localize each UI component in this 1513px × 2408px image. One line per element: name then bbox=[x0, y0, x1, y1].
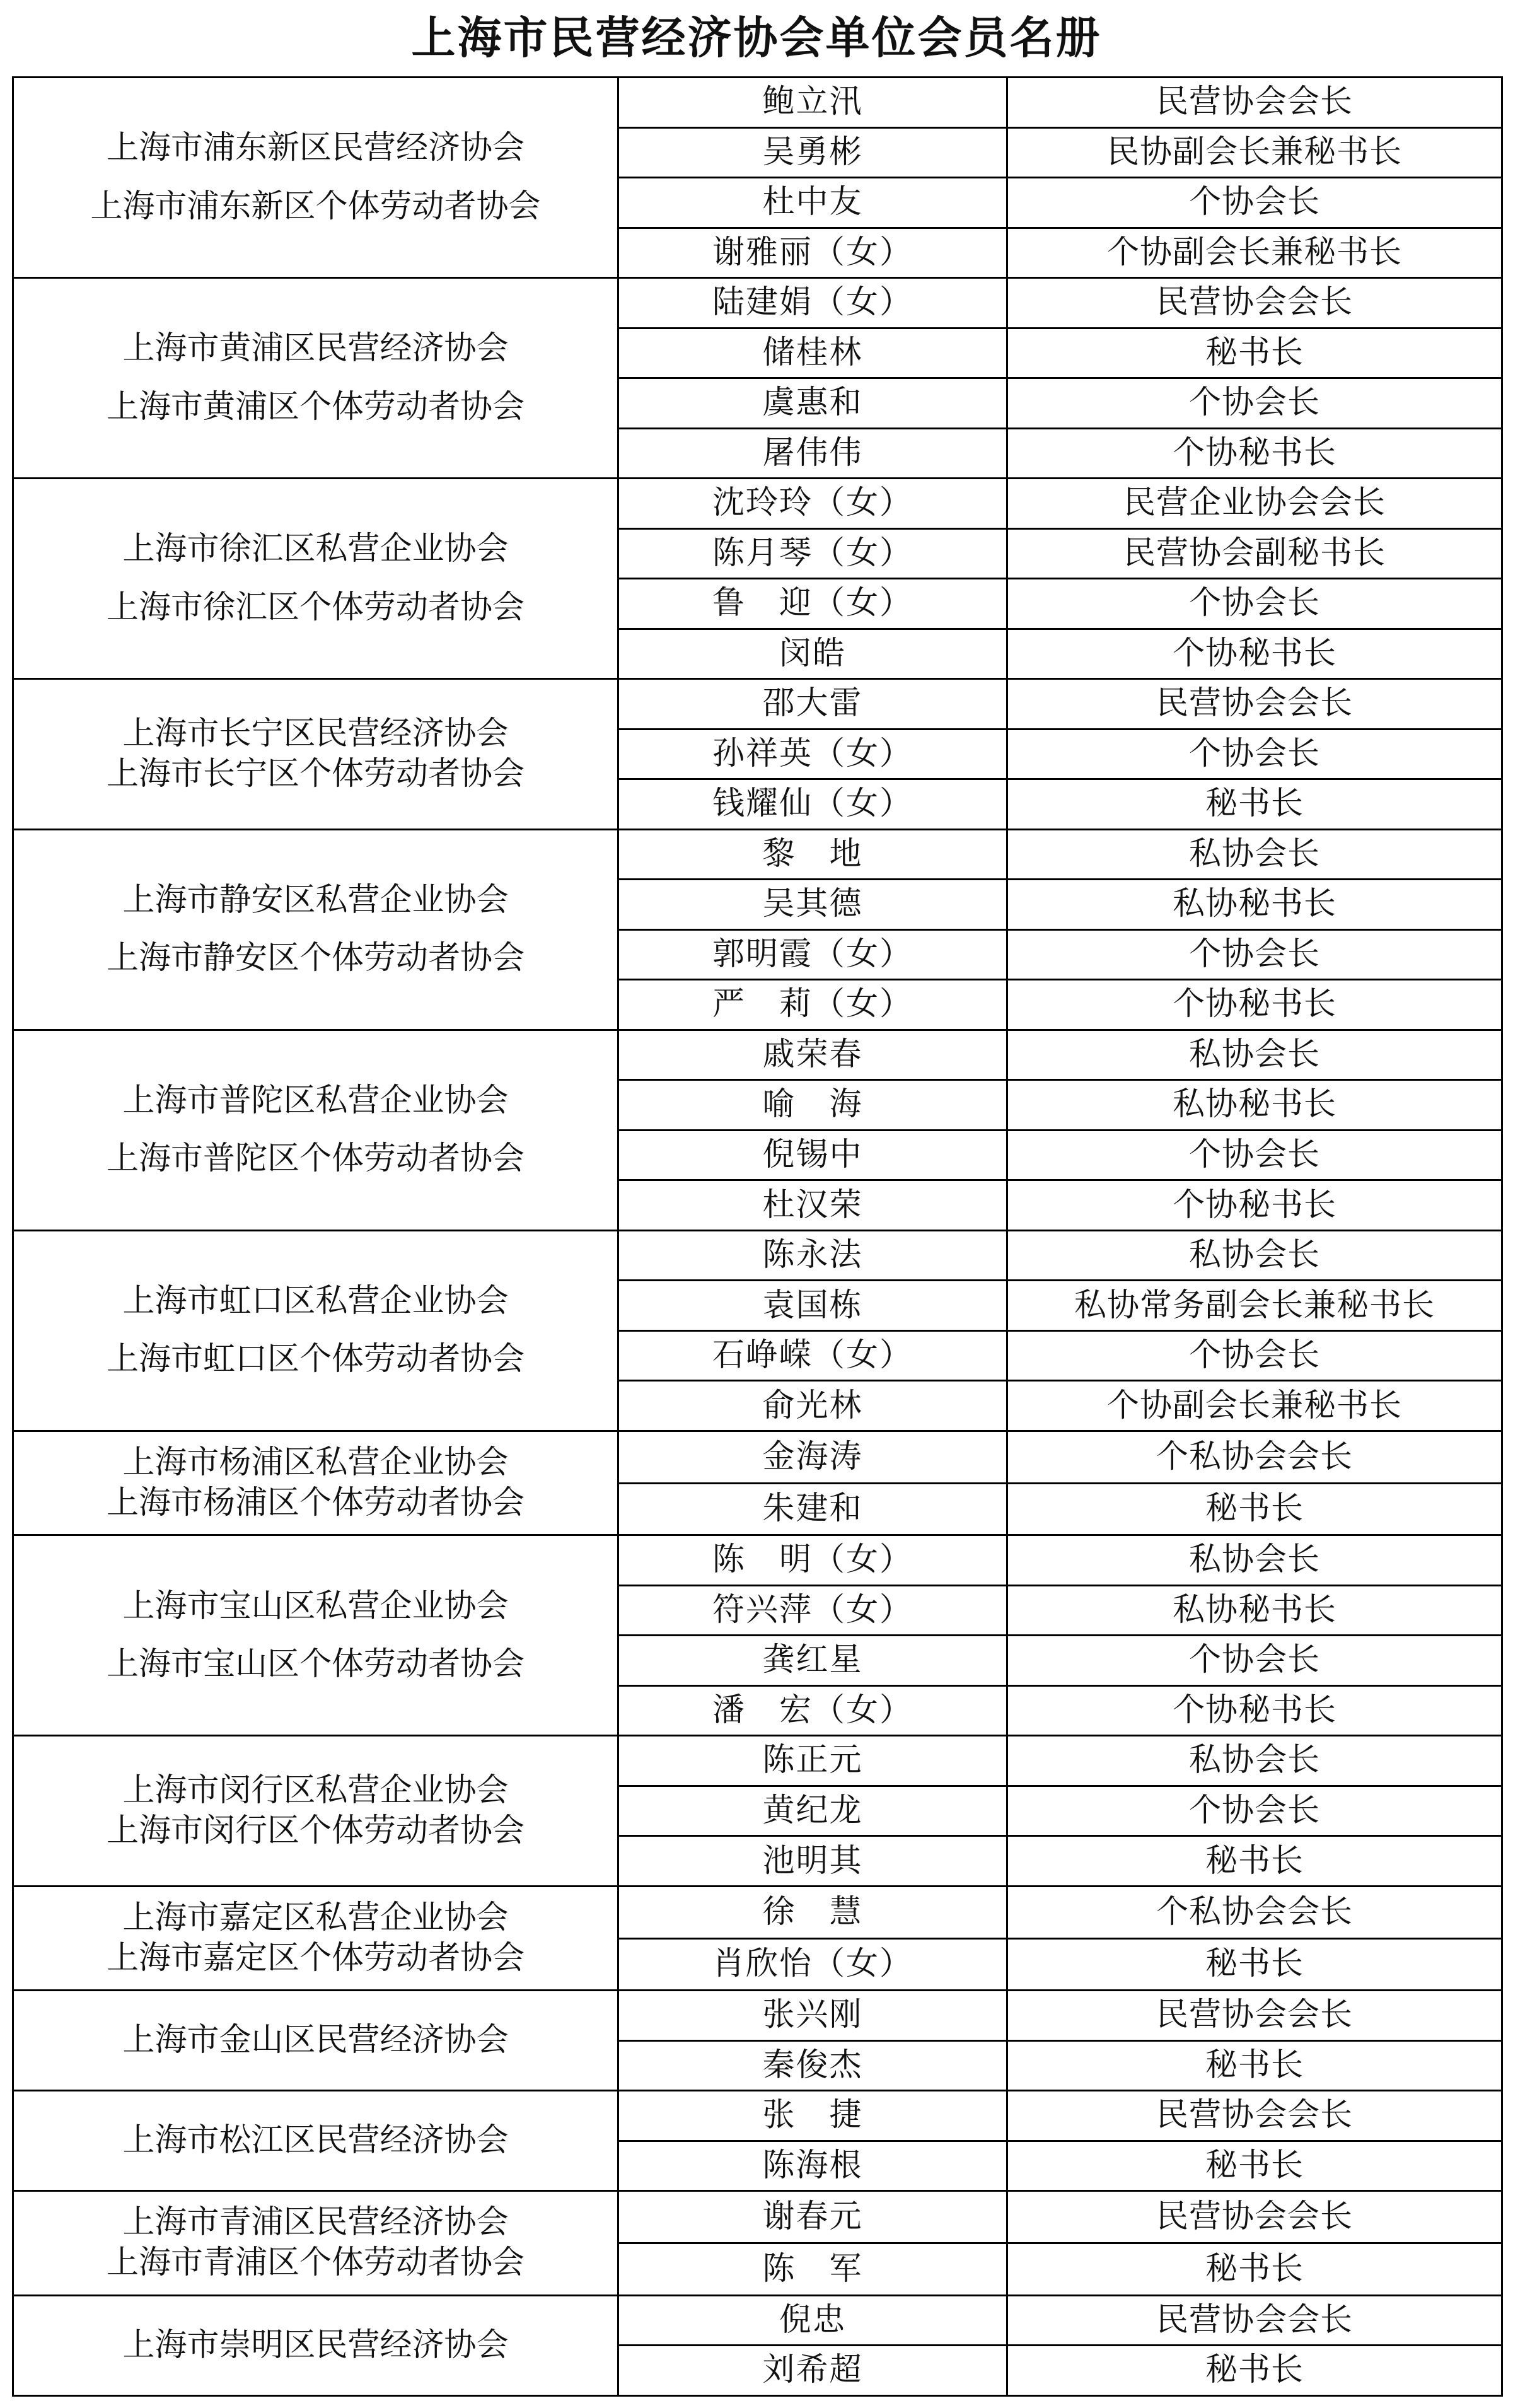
organization-cell bbox=[13, 1431, 618, 1535]
table-row bbox=[13, 1886, 1502, 1938]
organization-name: 上海市杨浦区私营企业协会 bbox=[122, 1443, 509, 1481]
organization-cell bbox=[13, 1535, 618, 1736]
member-position: 个协会长 bbox=[1007, 929, 1502, 980]
member-name: 吴勇彬 bbox=[618, 127, 1007, 178]
organization-cell bbox=[13, 1230, 618, 1431]
organization-name: 上海市长宁区个体劳动者协会 bbox=[106, 755, 525, 793]
organization-cell bbox=[13, 479, 618, 679]
member-name: 符兴萍（女） bbox=[618, 1585, 1007, 1636]
member-name: 严 莉（女） bbox=[618, 980, 1007, 1030]
organization-name: 上海市浦东新区民营经济协会 bbox=[106, 129, 525, 167]
member-position: 个协副会长兼秘书长 bbox=[1007, 1381, 1502, 1431]
member-name: 陈永法 bbox=[618, 1230, 1007, 1281]
member-position: 个协会长 bbox=[1007, 1330, 1502, 1381]
member-position: 秘书长 bbox=[1007, 2346, 1502, 2396]
member-name: 潘 宏（女） bbox=[618, 1685, 1007, 1736]
table-row bbox=[13, 1030, 1502, 1080]
member-name: 陈 军 bbox=[618, 2243, 1007, 2295]
member-name: 金海涛 bbox=[618, 1431, 1007, 1483]
table-row bbox=[13, 2295, 1502, 2346]
organization-name: 上海市宝山区私营企业协会 bbox=[122, 1587, 509, 1625]
table-row bbox=[13, 829, 1502, 880]
member-position: 民营协会会长 bbox=[1007, 1991, 1502, 2041]
member-position: 个协秘书长 bbox=[1007, 1685, 1502, 1736]
member-name: 池明其 bbox=[618, 1836, 1007, 1887]
member-name: 孙祥英（女） bbox=[618, 729, 1007, 779]
organization-cell bbox=[13, 78, 618, 278]
organization-name: 上海市黄浦区个体劳动者协会 bbox=[106, 388, 525, 426]
member-name: 邵大雷 bbox=[618, 679, 1007, 730]
organization-name: 上海市浦东新区个体劳动者协会 bbox=[90, 187, 541, 225]
organization-name: 上海市青浦区民营经济协会 bbox=[122, 2204, 509, 2242]
organization-name: 上海市虹口区个体劳动者协会 bbox=[106, 1341, 525, 1378]
member-name: 张 捷 bbox=[618, 2091, 1007, 2141]
organization-cell bbox=[13, 1736, 618, 1887]
organization-name: 上海市杨浦区个体劳动者协会 bbox=[106, 1484, 525, 1522]
member-position: 私协秘书长 bbox=[1007, 1585, 1502, 1636]
organization-name: 上海市长宁区民营经济协会 bbox=[122, 714, 509, 752]
member-name: 陈正元 bbox=[618, 1736, 1007, 1786]
member-name: 秦俊杰 bbox=[618, 2040, 1007, 2091]
member-position: 个协副会长兼秘书长 bbox=[1007, 228, 1502, 278]
table-row bbox=[13, 278, 1502, 329]
member-name: 徐 慧 bbox=[618, 1886, 1007, 1938]
member-name: 陈 明（女） bbox=[618, 1535, 1007, 1586]
member-name: 屠伟伟 bbox=[618, 428, 1007, 479]
member-position: 秘书长 bbox=[1007, 328, 1502, 378]
member-name: 倪锡中 bbox=[618, 1130, 1007, 1180]
member-name: 谢雅丽（女） bbox=[618, 228, 1007, 278]
organization-name: 上海市静安区个体劳动者协会 bbox=[106, 939, 525, 977]
member-name: 黄纪龙 bbox=[618, 1786, 1007, 1836]
member-position: 民营协会会长 bbox=[1007, 2191, 1502, 2243]
member-name: 龚红星 bbox=[618, 1636, 1007, 1686]
member-name: 吴其德 bbox=[618, 880, 1007, 930]
member-position: 私协秘书长 bbox=[1007, 1080, 1502, 1131]
member-name: 郭明霞（女） bbox=[618, 929, 1007, 980]
member-position: 个协会长 bbox=[1007, 579, 1502, 629]
organization-name: 上海市普陀区私营企业协会 bbox=[122, 1082, 509, 1120]
member-position: 个协会长 bbox=[1007, 1786, 1502, 1836]
member-name: 陆建娟（女） bbox=[618, 278, 1007, 329]
organization-cell bbox=[13, 2091, 618, 2191]
organization-name: 上海市嘉定区私营企业协会 bbox=[122, 1899, 509, 1936]
member-name: 虞惠和 bbox=[618, 378, 1007, 429]
table-row bbox=[13, 1535, 1502, 1586]
member-position: 个协会长 bbox=[1007, 178, 1502, 228]
organization-name: 上海市静安区私营企业协会 bbox=[122, 881, 509, 919]
member-position: 私协秘书长 bbox=[1007, 880, 1502, 930]
organization-cell bbox=[13, 1030, 618, 1230]
member-name: 肖欣怡（女） bbox=[618, 1938, 1007, 1991]
organization-name: 上海市松江区民营经济协会 bbox=[122, 2122, 509, 2160]
member-position: 民营协会会长 bbox=[1007, 2295, 1502, 2346]
member-name: 朱建和 bbox=[618, 1483, 1007, 1535]
organization-cell bbox=[13, 2295, 618, 2395]
member-position: 个协会长 bbox=[1007, 1130, 1502, 1180]
member-name: 陈月琴（女） bbox=[618, 528, 1007, 579]
member-position: 民营企业协会会长 bbox=[1007, 479, 1502, 529]
member-position: 私协常务副会长兼秘书长 bbox=[1007, 1281, 1502, 1331]
member-position: 个私协会会长 bbox=[1007, 1886, 1502, 1938]
organization-name: 上海市宝山区个体劳动者协会 bbox=[106, 1645, 525, 1683]
member-position: 个私协会会长 bbox=[1007, 1431, 1502, 1483]
organization-name: 上海市崇明区民营经济协会 bbox=[122, 2326, 509, 2364]
organization-cell bbox=[13, 2191, 618, 2295]
member-name: 杜中友 bbox=[618, 178, 1007, 228]
member-name: 鲍立汛 bbox=[618, 78, 1007, 128]
member-position: 民营协会会长 bbox=[1007, 278, 1502, 329]
organization-name: 上海市嘉定区个体劳动者协会 bbox=[106, 1940, 525, 1977]
member-name: 储桂林 bbox=[618, 328, 1007, 378]
member-name: 刘希超 bbox=[618, 2346, 1007, 2396]
member-position: 个协秘书长 bbox=[1007, 980, 1502, 1030]
member-position: 个协会长 bbox=[1007, 729, 1502, 779]
table-row bbox=[13, 78, 1502, 128]
member-name: 黎 地 bbox=[618, 829, 1007, 880]
table-row bbox=[13, 2191, 1502, 2243]
member-name: 戚荣春 bbox=[618, 1030, 1007, 1080]
table-row bbox=[13, 1230, 1502, 1281]
organization-cell bbox=[13, 829, 618, 1030]
member-position: 个协秘书长 bbox=[1007, 629, 1502, 679]
organization-name: 上海市徐汇区私营企业协会 bbox=[122, 530, 509, 568]
organization-name: 上海市虹口区私营企业协会 bbox=[122, 1283, 509, 1320]
member-name: 倪忠 bbox=[618, 2295, 1007, 2346]
member-name: 鲁 迎（女） bbox=[618, 579, 1007, 629]
table-row bbox=[13, 479, 1502, 529]
organization-name: 上海市闵行区私营企业协会 bbox=[122, 1771, 509, 1809]
organization-cell bbox=[13, 679, 618, 830]
member-position: 私协会长 bbox=[1007, 1736, 1502, 1786]
member-name: 袁国栋 bbox=[618, 1281, 1007, 1331]
table-row bbox=[13, 679, 1502, 730]
member-position: 个协会长 bbox=[1007, 1636, 1502, 1686]
table-row bbox=[13, 1991, 1502, 2041]
member-position: 民协副会长兼秘书长 bbox=[1007, 127, 1502, 178]
organization-cell bbox=[13, 278, 618, 479]
organization-cell bbox=[13, 1991, 618, 2091]
organization-name: 上海市普陀区个体劳动者协会 bbox=[106, 1140, 525, 1178]
organization-name: 上海市金山区民营经济协会 bbox=[122, 2021, 509, 2059]
member-name: 沈玲玲（女） bbox=[618, 479, 1007, 529]
member-position: 个协会长 bbox=[1007, 378, 1502, 429]
member-position: 个协秘书长 bbox=[1007, 428, 1502, 479]
member-position: 私协会长 bbox=[1007, 1230, 1502, 1281]
member-position: 民营协会副秘书长 bbox=[1007, 528, 1502, 579]
member-name: 杜汉荣 bbox=[618, 1180, 1007, 1231]
member-name: 石峥嵘（女） bbox=[618, 1330, 1007, 1381]
member-roster-table bbox=[12, 76, 1503, 2397]
member-position: 秘书长 bbox=[1007, 1836, 1502, 1887]
member-position: 个协秘书长 bbox=[1007, 1180, 1502, 1231]
table-row bbox=[13, 2091, 1502, 2141]
member-position: 私协会长 bbox=[1007, 1030, 1502, 1080]
organization-cell bbox=[13, 1886, 618, 1990]
member-position: 秘书长 bbox=[1007, 1938, 1502, 1991]
member-name: 陈海根 bbox=[618, 2141, 1007, 2191]
organization-name: 上海市黄浦区民营经济协会 bbox=[122, 330, 509, 368]
member-position: 秘书长 bbox=[1007, 1483, 1502, 1535]
member-position: 民营协会会长 bbox=[1007, 2091, 1502, 2141]
member-position: 秘书长 bbox=[1007, 2243, 1502, 2295]
member-position: 秘书长 bbox=[1007, 2141, 1502, 2191]
organization-name: 上海市青浦区个体劳动者协会 bbox=[106, 2244, 525, 2282]
member-position: 私协会长 bbox=[1007, 829, 1502, 880]
table-row bbox=[13, 1431, 1502, 1483]
member-position: 私协会长 bbox=[1007, 1535, 1502, 1586]
member-name: 俞光林 bbox=[618, 1381, 1007, 1431]
organization-name: 上海市闵行区个体劳动者协会 bbox=[106, 1812, 525, 1850]
member-position: 民营协会会长 bbox=[1007, 679, 1502, 730]
member-position: 秘书长 bbox=[1007, 2040, 1502, 2091]
member-name: 谢春元 bbox=[618, 2191, 1007, 2243]
member-name: 张兴刚 bbox=[618, 1991, 1007, 2041]
member-name: 钱耀仙（女） bbox=[618, 779, 1007, 830]
member-name: 喻 海 bbox=[618, 1080, 1007, 1131]
member-position: 秘书长 bbox=[1007, 779, 1502, 830]
table-row bbox=[13, 1736, 1502, 1786]
organization-name: 上海市徐汇区个体劳动者协会 bbox=[106, 588, 525, 626]
member-position: 民营协会会长 bbox=[1007, 78, 1502, 128]
member-name: 闵皓 bbox=[618, 629, 1007, 679]
page-title: 上海市民营经济协会单位会员名册 bbox=[411, 11, 1102, 64]
